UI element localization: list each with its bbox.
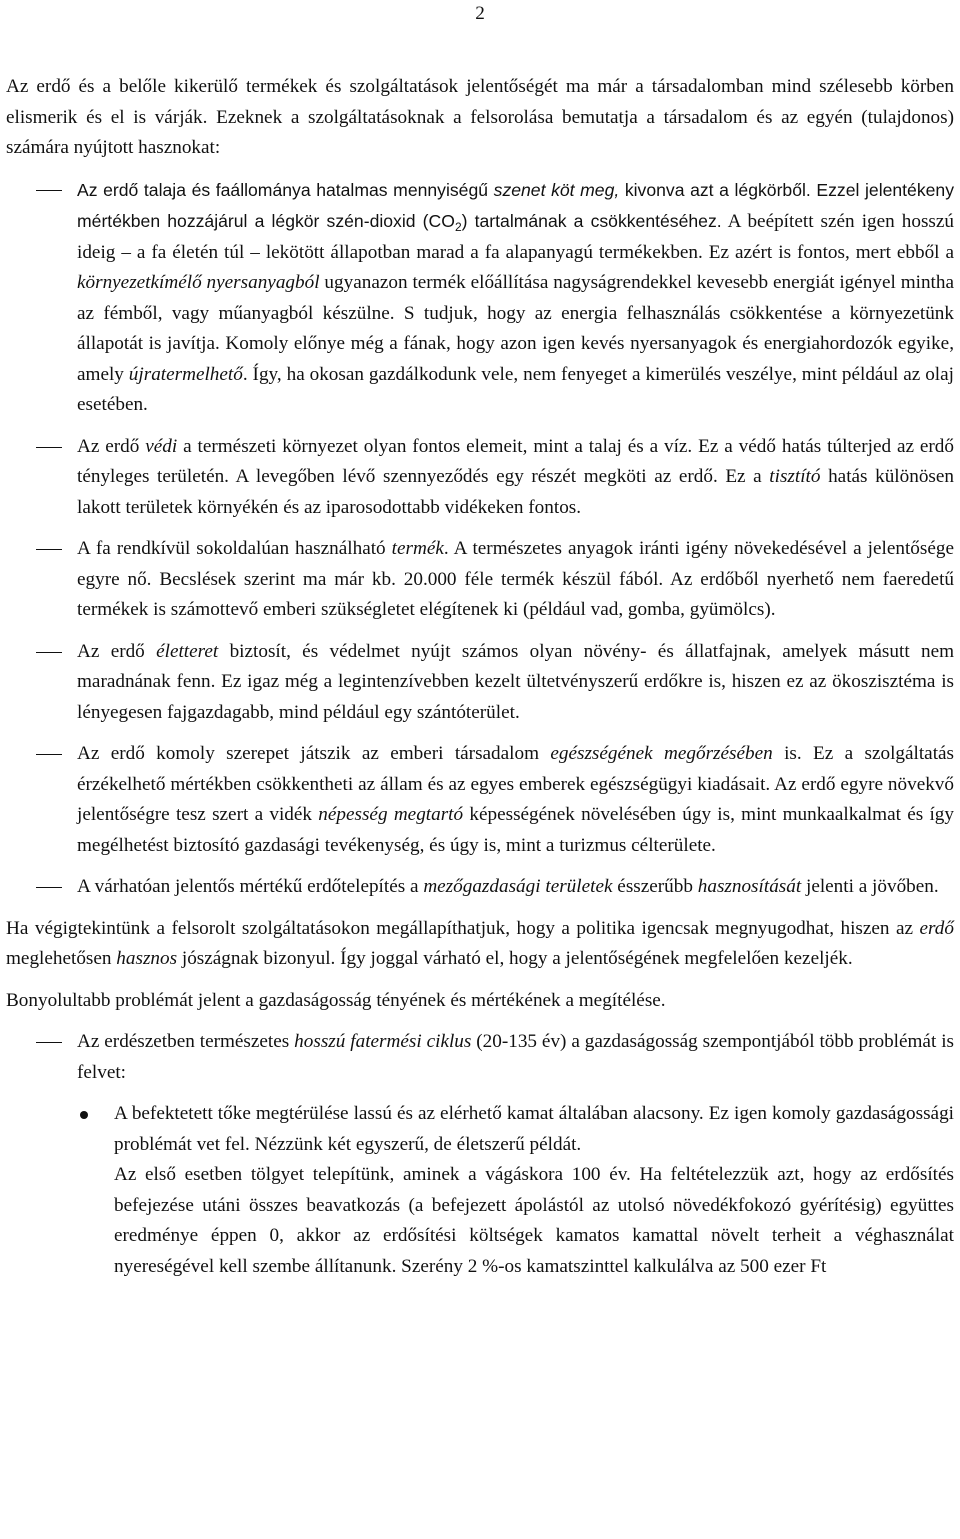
list-item-text: Az erdő védi a természeti környezet olyan fontos elemeit, mint a talaj és a víz. Ez a védő hatás túlterjed az erdő tényleges területén. A levegőben lévő szennyeződés egy részét megköti az erdő. Ez a tisztító hatás különösen lakott területek környékén és az iparosodottabb vidékeken fontos. [77,435,954,518]
dash-bullet-icon [36,549,62,550]
dash-bullet-icon [36,754,62,755]
dash-bullet-icon [36,190,62,191]
list-item-text: A fa rendkívül sokoldalúan használható termék. A természetes anyagok iránti igény növekedésével a jelentősége egyre nő. Becslések szerint ma már kb. 20.000 féle termék készül fából. Az erdőből nyerhető nem faeredetű termékek is számottevő emberi szükségletet elégítenek ki (például vad, gomba, gyümölcs). [77,538,954,620]
summary-paragraph: Ha végigtekintünk a felsorolt szolgáltatásokon megállapíthatjuk, hogy a politika igencsak megnyugodhat, hiszen az erdő meglehetősen hasznos jószágnak bizonyul. Így joggal várható el, hogy a jelentőségének megfelelően kezeljék. [6,917,954,969]
list-item-text: A várhatóan jelentős mértékű erdőtelepítés a mezőgazdasági területek ésszerűbb hasznosítását jelenti a jövőben. [77,876,939,897]
list-item-text: Az erdő életteret biztosít, és védelmet nyújt számos olyan növény- és állatfajnak, amelyek másutt nem maradnának fenn. Ez igaz még a legintenzívebben kezelt ültetvényszerű erdőkre is, hiszen ez az ökoszisztéma is lényegesen fajgazdagabb, mind például egy szántóterület. [77,640,955,723]
list-item-cycle [6,1027,954,1088]
round-bullet-icon [80,1111,88,1119]
page-number: 2 [475,3,485,24]
list-item-health [6,739,954,861]
dash-bullet-icon [36,447,62,448]
bullet-item-example: Az első esetben tölgyet telepítünk, aminek a vágáskora 100 év. Ha feltételezzük azt, hogy az erdősítés befejezése utáni összes beavatkozás (a befejezett ápolástól az utolsó növedékfokozó gyérítésig) együttes eredménye éppen 0, akkor az erdősítési költségek kamatos kamattal növelt terheit a véghasználat nyereségével kell szembe állítanunk. Szerény 2 %-os kamatszinttel kalkulálva az 500 ezer Ft [114,1164,954,1277]
list-item-product [6,534,954,626]
bullet-item-capital [6,1099,954,1282]
intro-paragraph: Az erdő és a belőle kikerülő termékek és szolgáltatások jelentőségét ma már a társadalomban mind szélesebb körben elismerik és el is várják. Ezeknek a szolgáltatásoknak a felsorolása bemutatja a társadalom és az egyén (tulajdonos) számára nyújtott hasznokat: [6,76,954,158]
problem-paragraph: Bonyolultabb problémát jelent a gazdaságosság tényének és mértékének a megítélése. [6,989,666,1011]
list-item-text: Az erdő talaja és faállománya hatalmas mennyiségű szenet köt meg, kivonva azt a légkörből. Ezzel jelentékeny mértékben hozzájárul a légkör szén-dioxid $(CO_2)$ tartalmának a csökkentéséhez. A beépített szén igen hosszú ideig – a fa életén túl – lekötött állapotban marad a fa alapanyagú termékekben. Ez azért is fontos, mert ebből a környezetkímélő nyersanyagból ugyanazon termék előállítása nagyságrendekkel kevesebb energiát igényel mintha az fémből, vagy műanyagból készülne. S tudjuk, hogy az energia felhasználás csökkentése a környezetünk állapotát is javítja. Komoly előnye még a fának, hogy azon igen kevés nyersanyagok és energiahordozók egyike, amely újratermelhető. Így, ha okosan gazdálkodunk vele, nem fenyeget a kimerülés veszélye, mint például az olaj esetében. [77,179,955,415]
list-item-text: Az erdő komoly szerepet játszik az emberi társadalom egészségének megőrzésében is. Ez a szolgáltatás érzékelhető mértékben csökkentheti az állam és az egyes emberek egészségügyi kiadásait. Az erdő egyre növekvő jelentőségre tesz szert a vidék népesség megtartó képességének növelésében úgy is, mint munkaalkalmat és így megélhetést biztosító gazdasági tevékenység, és úgy is, mint a turizmus célterülete. [77,743,955,856]
dash-bullet-icon [36,1042,62,1043]
list-item-protection [6,432,954,524]
list-item-afforestation [6,872,954,903]
list-item-carbon [6,175,954,421]
bullet-item-text: A befektetett tőke megtérülése lassú és az elérhető kamat általában alacsony. Ez igen komoly gazdaságossági problémát vet fel. Nézzünk két egyszerű, de életszerű példát. [114,1103,954,1155]
document-body [6,72,954,1282]
dash-bullet-icon [36,652,62,653]
list-item-habitat [6,637,954,729]
list-item-text: Az erdészetben természetes hosszú fatermési ciklus (20-135 év) a gazdaságosság szempontjából több problémát is felvet: [77,1031,954,1083]
dash-bullet-icon [36,887,62,888]
